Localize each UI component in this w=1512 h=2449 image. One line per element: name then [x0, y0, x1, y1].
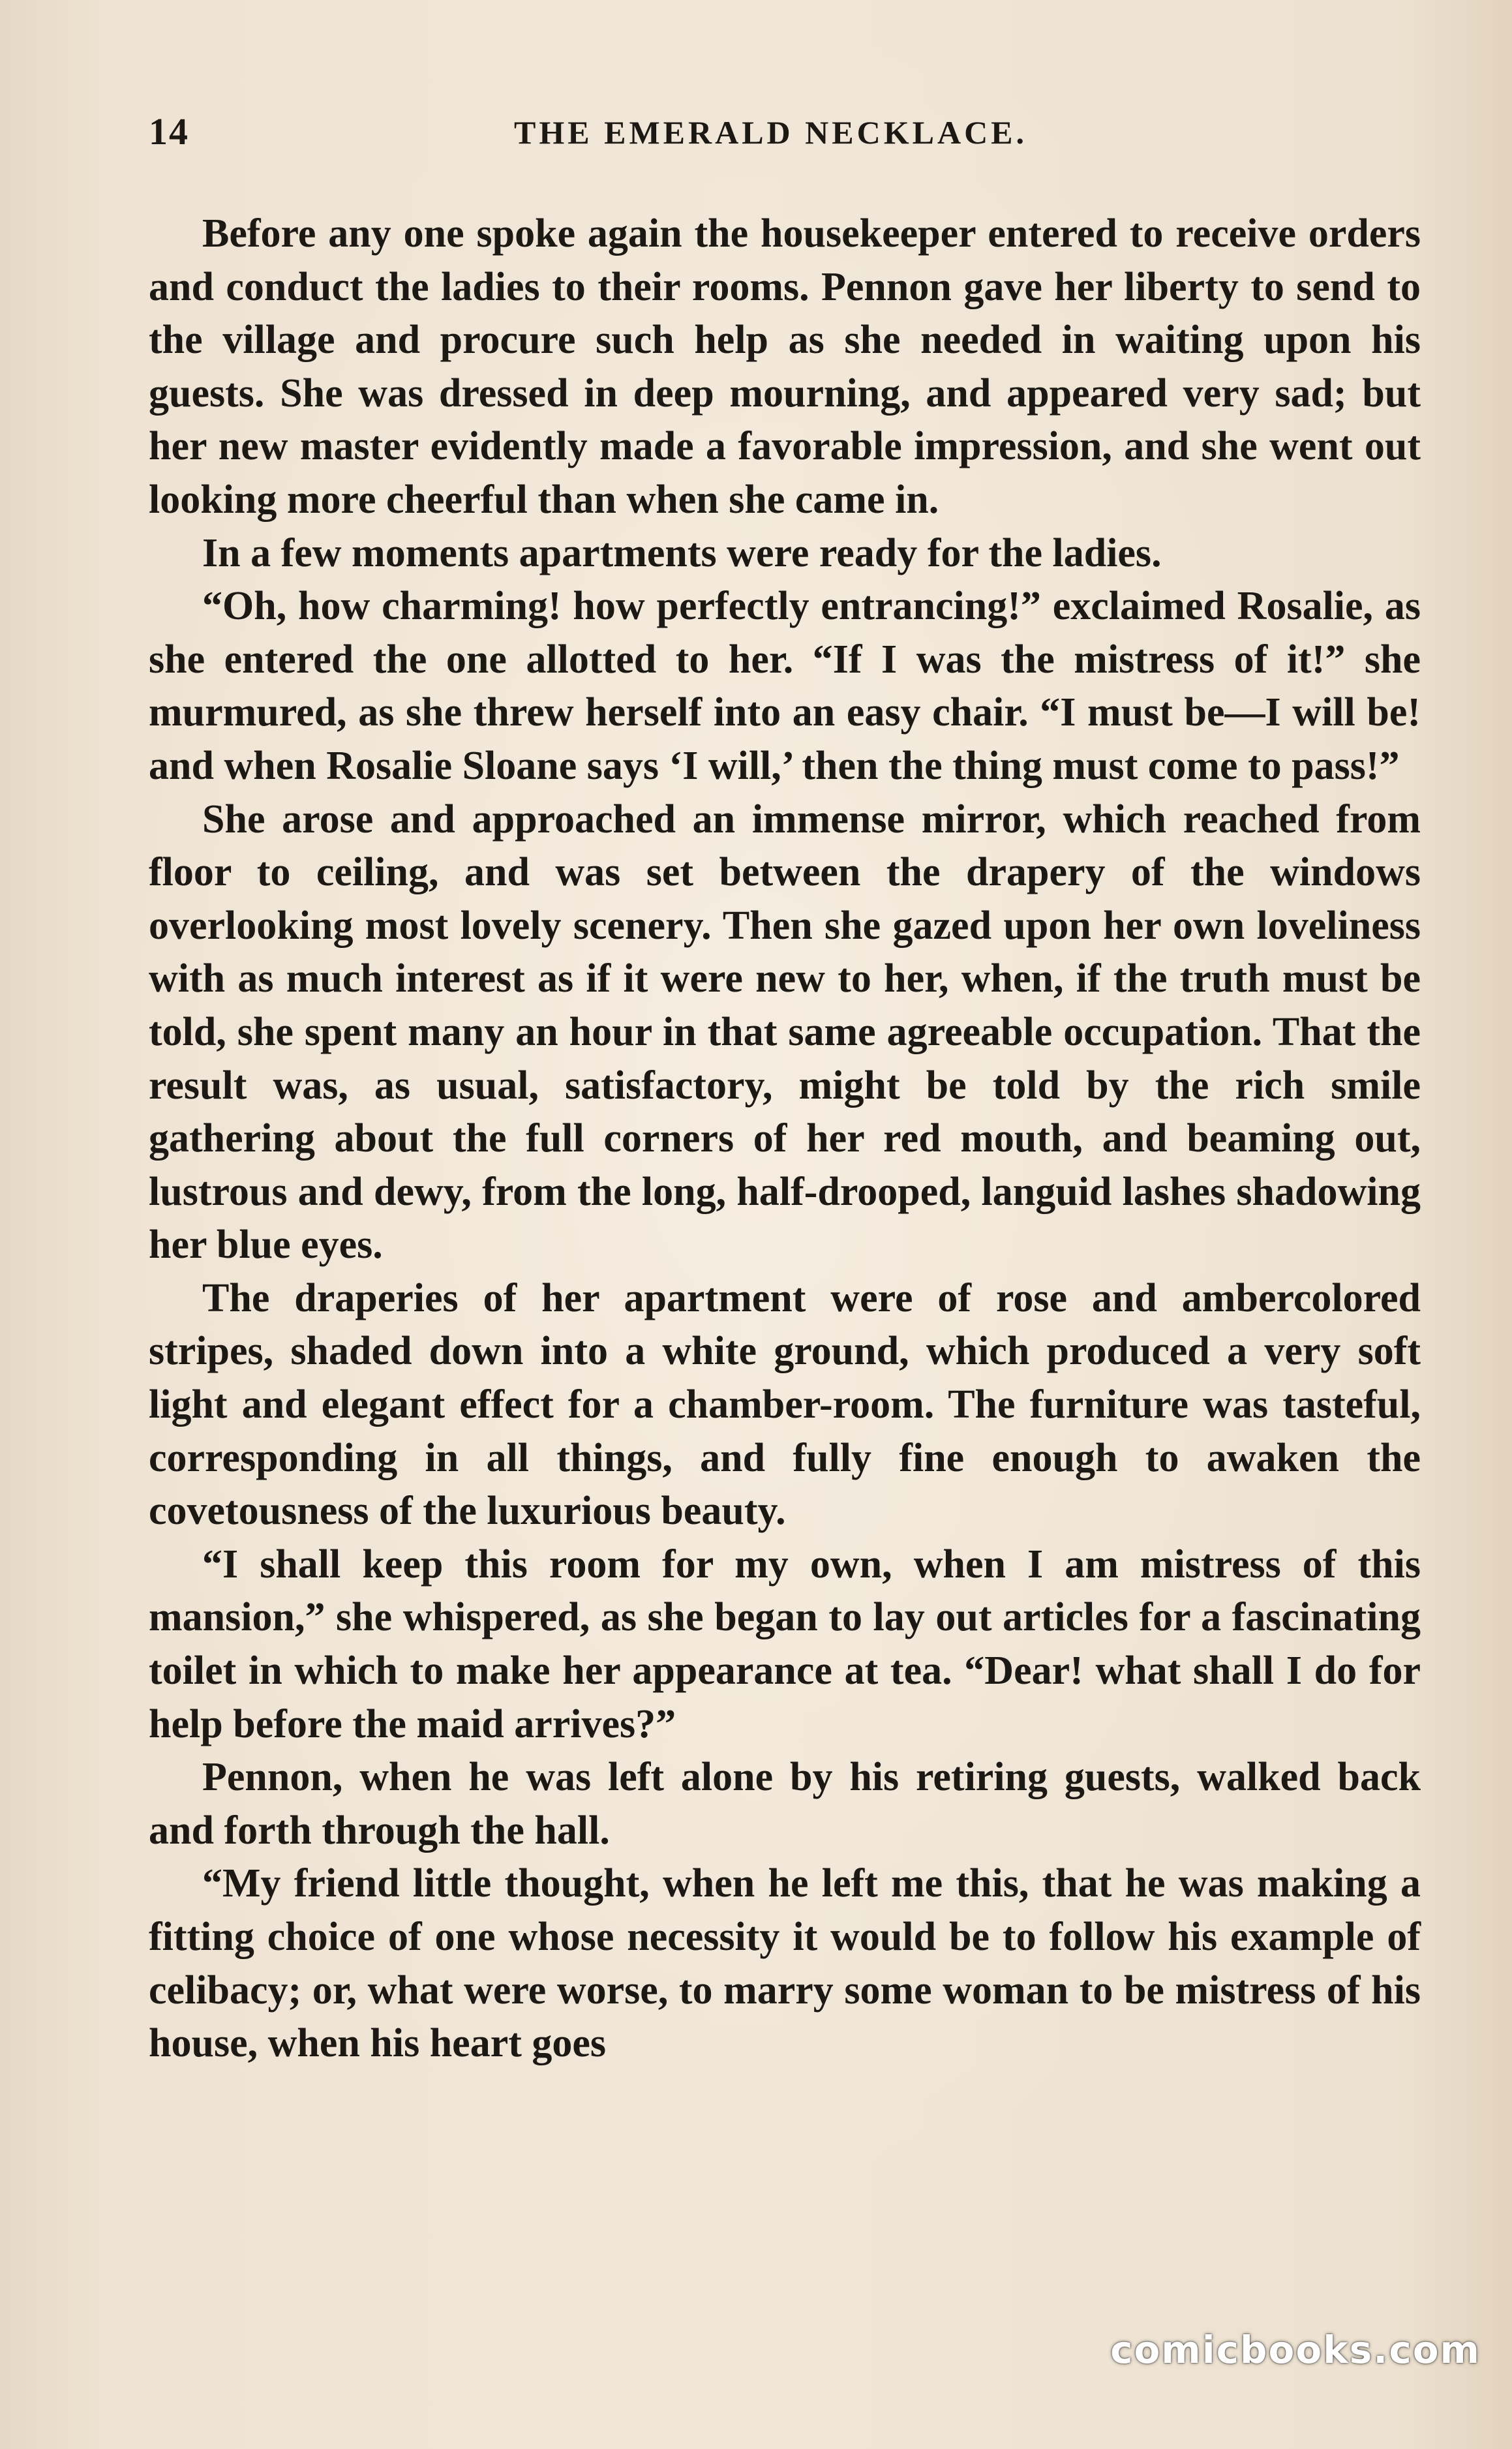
paragraph: Pennon, when he was left alone by his retiring guests, walked back and forth through the hall.: [149, 1755, 1421, 1853]
page-number: 14: [149, 110, 189, 153]
paragraph: The draperies of her apartment were of rose and ambercolored stripes, shaded down into a white ground, which produced a very soft light and elegant effect for a chamber-room. The furniture was tasteful, corresponding in all things, and fully fine enough to awaken the covetousness of the luxurious beauty.: [149, 1275, 1421, 1534]
paragraph: “Oh, how charming! how perfectly entrancing!” exclaimed Rosalie, as she entered the one allotted to her. “If I was the mistress of it!” she murmured, as she threw herself into an easy chair. “I must be—I will be! and when Rosalie Sloane says ‘I will,’ then the thing must come to pass!”: [149, 584, 1421, 788]
paragraph: “I shall keep this room for my own, when I am mistress of this mansion,” she whispered, as she began to lay out articles for a fascinating toilet in which to make her appearance at tea. “Dear! what shall I do for help before the maid arrives?”: [149, 1542, 1421, 1746]
paragraph: Before any one spoke again the housekeeper entered to receive orders and conduct the ladies to their rooms. Pennon gave her liberty to send to the village and procure such help as she needed in waiting upon his guests. She was dressed in deep mourning, and appeared very sad; but her new master evidently made a favorable impression, and she went out looking more cheerful than when she came in.: [149, 211, 1421, 522]
paragraph: She arose and approached an immense mirror, which reached from floor to ceiling, and was set between the drapery of the windows overlooking most lovely scenery. Then she gazed upon her own loveliness with as much interest as if it were new to her, when, if the truth must be told, she spent many an hour in that same agreeable occupation. That the result was, as usual, satisfactory, might be told by the rich smile gathering about the full corners of her red mouth, and beaming out, lustrous and dewy, from the long, half-drooped, languid lashes shadowing her blue eyes.: [149, 797, 1421, 1268]
body-text: [149, 207, 1421, 2071]
paragraph: In a few moments apartments were ready for the ladies.: [202, 530, 1162, 575]
watermark: comicbooks.com: [1110, 2328, 1481, 2372]
paragraph: “My friend little thought, when he left me this, that he was making a fitting choice of one whose necessity it would be to follow his example of celibacy; or, what were worse, to marry some woman to be mistress of his house, when his heart goes: [149, 1861, 1421, 2066]
running-head: THE EMERALD NECKLACE.: [514, 114, 1028, 151]
page-header: [149, 110, 1421, 162]
